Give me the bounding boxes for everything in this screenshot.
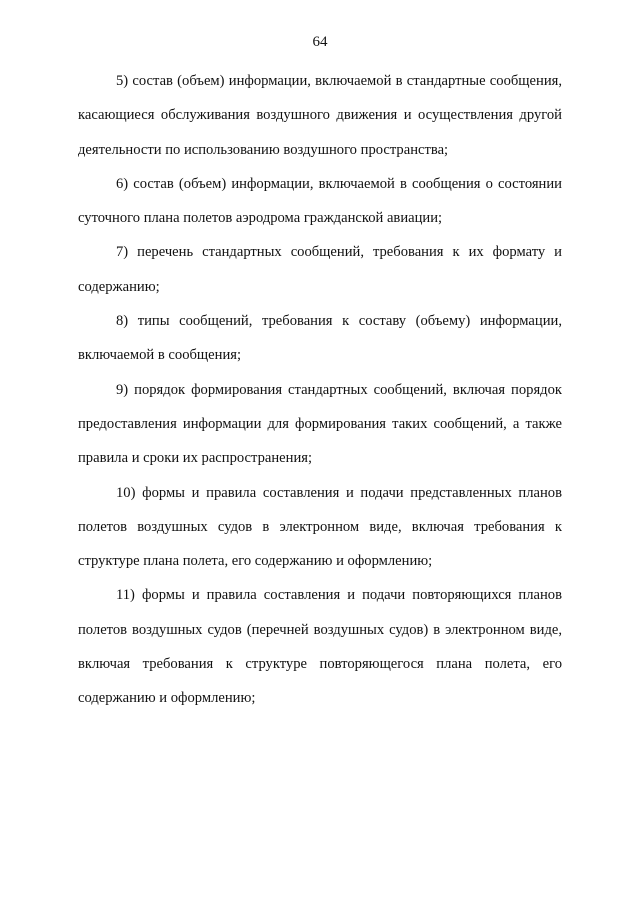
- list-item-6: 6) состав (объем) информации, включаемой в сообщения о состоянии суточного плана полетов аэродрома гражданской авиации;: [78, 175, 562, 227]
- document-body: [78, 64, 562, 716]
- list-item-7: 7) перечень стандартных сообщений, требования к их формату и содержанию;: [78, 244, 562, 295]
- list-item-9: 9) порядок формирования стандартных сообщений, включая порядок предоставления информации для формирования таких сообщений, а также правила и сроки их распространения;: [78, 381, 562, 467]
- list-item-11: 11) формы и правила составления и подачи повторяющихся планов полетов воздушных судов (перечней воздушных судов) в электронном виде, включая требования к структуре повторяющегося плана полета, его содержанию и оформлению;: [78, 587, 562, 707]
- list-item-5: 5) состав (объем) информации, включаемой в стандартные сообщения, касающиеся обслуживания воздушного движения и осуществления другой деятельности по использованию воздушного пространства;: [78, 73, 562, 158]
- page-number: 64: [312, 34, 328, 50]
- list-item-8: 8) типы сообщений, требования к составу (объему) информации, включаемой в сообщения;: [78, 313, 562, 364]
- list-item-10: 10) формы и правила составления и подачи представленных планов полетов воздушных судов в электронном виде, включая требования к структуре плана полета, его содержанию и оформлению;: [78, 484, 562, 570]
